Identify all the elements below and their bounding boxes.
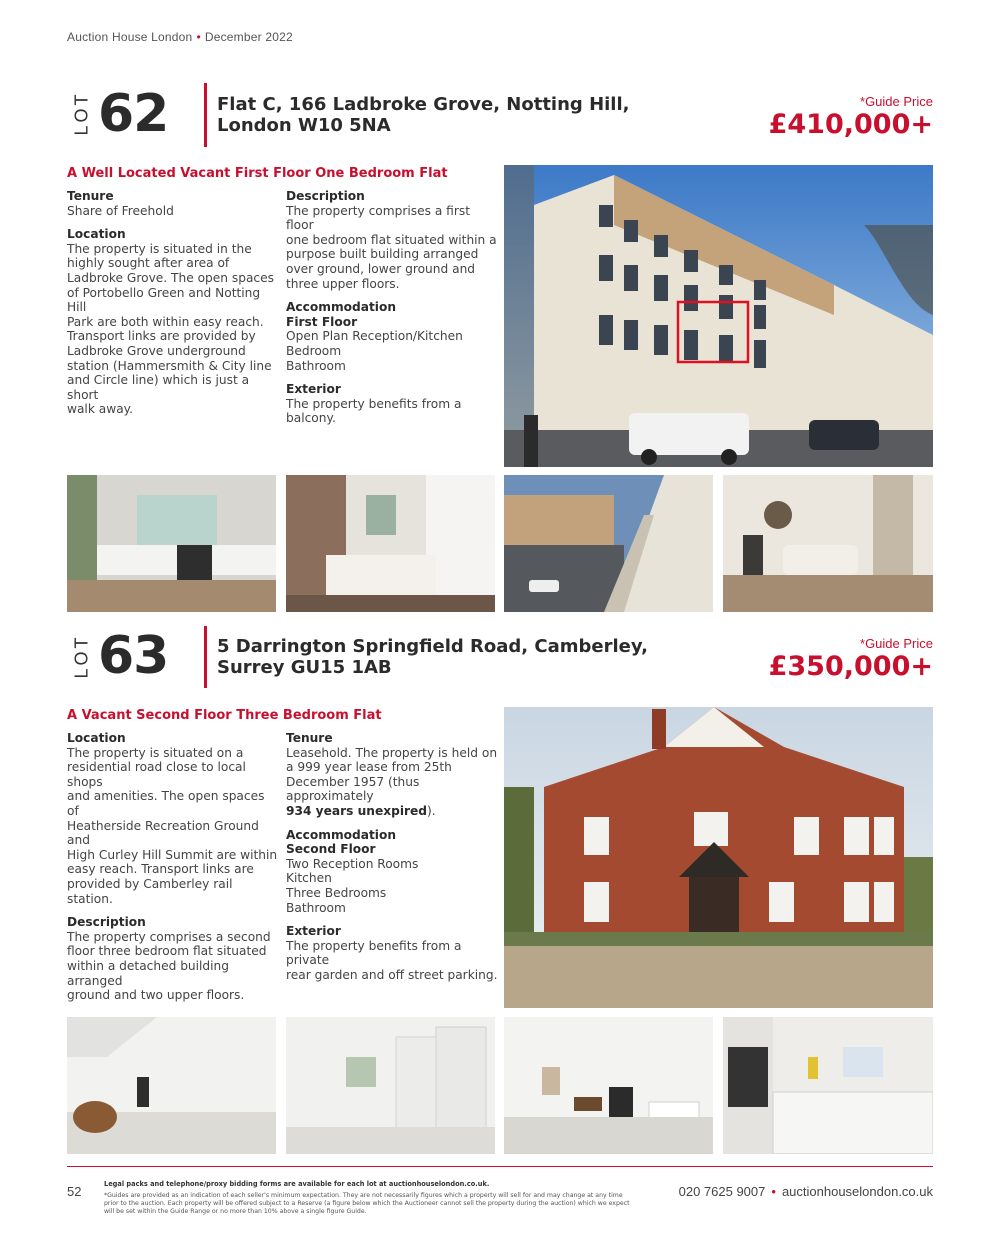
location-line: of Portobello Green and Notting Hill: [67, 285, 261, 315]
guide-price-label: *Guide Price: [860, 636, 933, 651]
description-line: three upper floors.: [286, 276, 400, 291]
lot-details-left: [67, 189, 279, 417]
floor-heading: Second Floor: [286, 842, 376, 857]
room-item: Three Bedrooms: [286, 885, 387, 900]
location-line: High Curley Hill Summit are within: [67, 847, 278, 862]
lot-details-left: [67, 731, 279, 1003]
tenure-line: a 999 year lease from 25th: [286, 760, 452, 775]
location-heading: Location: [67, 731, 126, 745]
room-item: Two Reception Rooms: [286, 856, 419, 871]
location-line: Heatherside Recreation Ground and: [67, 818, 259, 848]
location-line: residential road close to local shops: [67, 760, 246, 789]
balcony-photo: [504, 475, 713, 612]
page-header: [67, 30, 293, 44]
separator-dot: •: [196, 30, 201, 44]
description-line: over ground, lower ground and: [286, 261, 476, 276]
location-line: The property is situated on a: [67, 745, 244, 760]
lot-number: 63: [98, 626, 169, 686]
reception-fireplace-photo: [504, 1017, 713, 1154]
description-line: ground and two upper floors.: [67, 988, 245, 1003]
lot-subheading: A Vacant Second Floor Three Bedroom Flat: [67, 708, 382, 723]
address-line-2: Surrey GU15 1AB: [217, 657, 392, 678]
guide-disclaimer: *Guides are provided as an indication of each seller's minimum expectation. They are not necessarily figures which a property will sell for and may change at any time prior to the auction. Each property will be offered subject to a Reserve (a figure below which the Auctioneer cannot sell the property during the auction) which we expect will be set within the Guide Range or no more than 10% above a single figure Guide.: [104, 1192, 630, 1215]
guide-price-label: *Guide Price: [860, 94, 933, 109]
location-line: and amenities. The open spaces of: [67, 789, 265, 818]
guide-price: £410,000+: [768, 109, 933, 140]
phone-number: 020 7625 9007: [678, 1184, 766, 1199]
legal-notice: Legal packs and telephone/proxy bidding forms are available for each lot at auctionhouselondon.co.uk.: [104, 1180, 490, 1188]
room-item: Bathroom: [286, 900, 346, 915]
exterior-heading: Exterior: [286, 924, 341, 939]
description-line: The property comprises a second: [67, 929, 271, 944]
exterior-heading: Exterior: [286, 382, 341, 397]
location-line: Park are both within easy reach.: [67, 314, 264, 329]
lot-subheading: A Well Located Vacant First Floor One Bedroom Flat: [67, 166, 448, 181]
exterior-line: The property benefits from a: [286, 396, 462, 411]
description-line: within a detached building arranged: [67, 958, 230, 988]
description-line: The property comprises a first floor: [286, 203, 470, 233]
floor-heading: First Floor: [286, 314, 358, 329]
divider-bar: [204, 83, 207, 147]
bedroom-photo: [286, 475, 495, 612]
lot-details-right: [286, 189, 498, 426]
address-line-1: 5 Darrington Springfield Road, Camberley,: [217, 636, 649, 657]
lot-label: LOT: [71, 633, 92, 679]
lot-details-right: [286, 731, 498, 983]
accommodation-heading: Accommodation: [286, 300, 397, 315]
location-line: The property is situated in the: [67, 241, 252, 256]
location-heading: Location: [67, 227, 126, 242]
kitchen-photo: [723, 1017, 933, 1154]
empty-room-armchair-photo: [67, 1017, 276, 1154]
divider-bar: [204, 626, 207, 688]
lot-address: [217, 636, 648, 678]
tenure-heading: Tenure: [67, 189, 114, 203]
location-line: easy reach. Transport links are: [67, 862, 254, 877]
location-line: Transport links are provided by: [67, 329, 256, 344]
tenure-emphasis: 934 years unexpired: [286, 803, 428, 818]
location-line: walk away.: [67, 402, 134, 417]
red-brick-house-photo: [504, 707, 933, 1008]
address-line-2: London W10 5NA: [217, 115, 391, 136]
street-facade-photo: [504, 165, 933, 467]
description-line: floor three bedroom flat situated: [67, 944, 267, 959]
separator-dot: •: [771, 1184, 776, 1199]
exterior-line: rear garden and off street parking.: [286, 967, 498, 982]
lot-number: 62: [98, 84, 169, 144]
room-item: Kitchen: [286, 871, 332, 886]
room-item: Bathroom: [286, 358, 346, 373]
location-line: provided by Camberley rail station.: [67, 876, 233, 906]
description-heading: Description: [67, 915, 146, 930]
bedroom-wardrobe-photo: [286, 1017, 495, 1154]
exterior-line: balcony.: [286, 411, 336, 426]
contact-info: [679, 1184, 933, 1199]
exterior-line: The property benefits from a private: [286, 938, 462, 968]
tenure-line: 934 years unexpired).: [286, 803, 436, 818]
address-line-1: Flat C, 166 Ladbroke Grove, Notting Hill,: [217, 94, 630, 115]
website-link[interactable]: auctionhouselondon.co.uk: [781, 1184, 933, 1199]
reception-photo: [723, 475, 933, 612]
publisher-name: Auction House London: [67, 30, 193, 44]
tenure-line: Leasehold. The property is held on: [286, 745, 498, 760]
lot-label: LOT: [71, 90, 92, 136]
issue-date: December 2022: [204, 30, 293, 44]
room-item: Bedroom: [286, 343, 342, 358]
room-item: Open Plan Reception/Kitchen: [286, 329, 463, 344]
guide-price: £350,000+: [768, 651, 933, 682]
footer-rule: [67, 1166, 933, 1167]
description-line: one bedroom flat situated within a: [286, 232, 497, 247]
lot-address: [217, 94, 629, 136]
tenure-heading: Tenure: [286, 731, 333, 745]
location-line: Ladbroke Grove. The open spaces: [67, 270, 274, 285]
description-heading: Description: [286, 189, 365, 203]
description-line: purpose built building arranged: [286, 247, 479, 262]
tenure-text: Share of Freehold: [67, 203, 174, 218]
kitchen-photo: [67, 475, 276, 612]
location-line: highly sought after area of: [67, 256, 230, 271]
location-line: station (Hammersmith & City line: [67, 358, 272, 373]
location-line: and Circle line) which is just a short: [67, 373, 250, 402]
page-number: 52: [67, 1184, 82, 1199]
tenure-line: December 1957 (thus approximately: [286, 774, 420, 804]
accommodation-heading: Accommodation: [286, 827, 397, 842]
location-line: Ladbroke Grove underground: [67, 343, 246, 358]
